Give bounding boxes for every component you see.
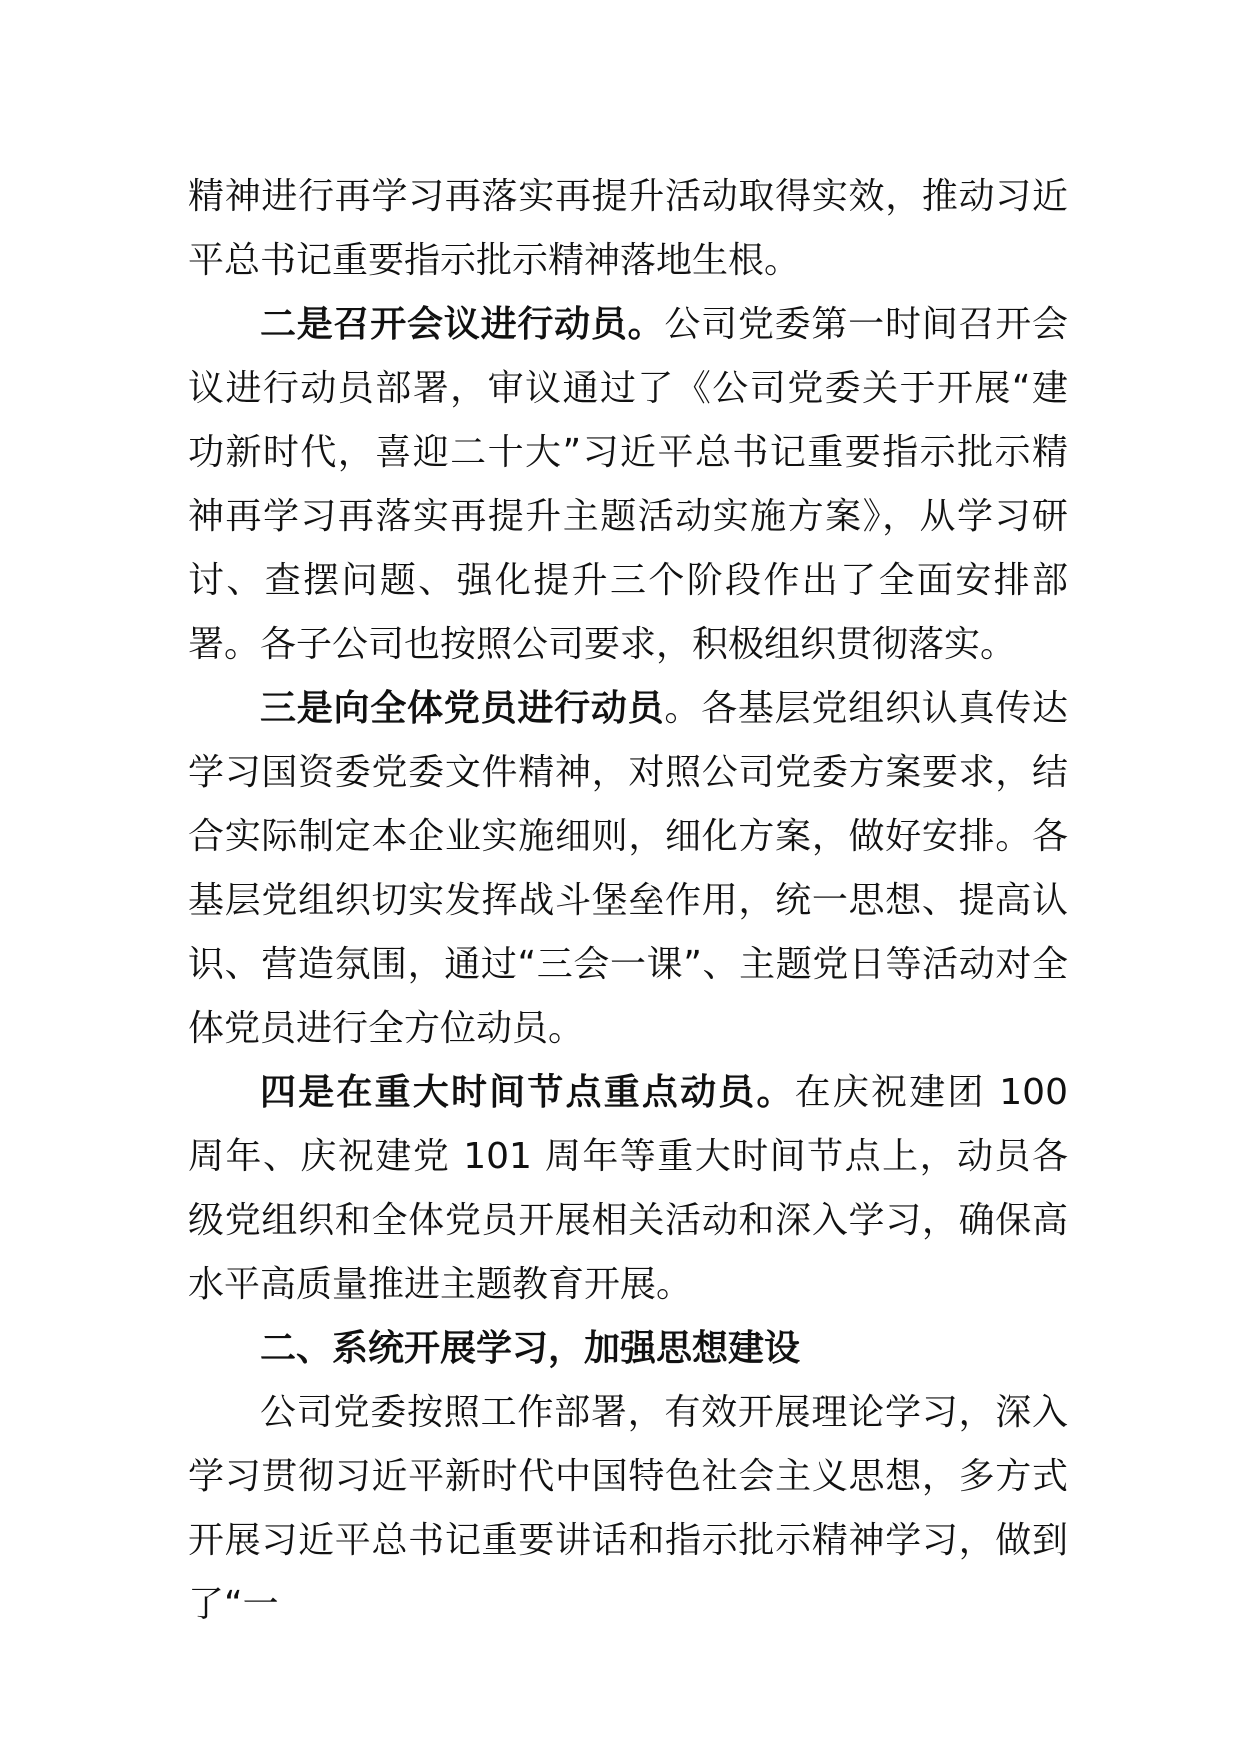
paragraph-continuation [188,165,1068,293]
paragraph-text: 公司党委第一时间召开会议进行动员部署，审议通过了《公司党委关于开展“建功新时代，喜迎二十大”习近平总书记重要指示批示精神再学习再落实再提升主题活动实施方案》，从学习研讨、查摆问题、强化提升三个阶段作出了全面安排部署。各子公司也按照公司要求，积极组织贯彻落实。 [188,304,1068,665]
section-heading-text: 二、系统开展学习，加强思想建设 [260,1328,801,1369]
paragraph-text: 公司党委按照工作部署，有效开展理论学习，深入学习贯彻习近平新时代中国特色社会主义思想，多方式开展习近平总书记重要讲话和指示批示精神学习，做到了“一 [188,1392,1068,1625]
paragraph-key-dates [188,1061,1068,1317]
paragraph-mobilize-members [188,677,1068,1061]
paragraph-lead: 三是向全体党员进行动员 [260,688,665,729]
paragraph-text: 精神进行再学习再落实再提升活动取得实效，推动习近平总书记重要指示批示精神落地生根。 [188,176,1068,281]
paragraph-study [188,1381,1068,1637]
paragraph-lead: 二是召开会议进行动员。 [260,304,665,345]
paragraph-mobilization-meeting [188,293,1068,677]
paragraph-text: 。各基层党组织认真传达学习国资委党委文件精神，对照公司党委方案要求，结合实际制定本企业实施细则，细化方案，做好安排。各基层党组织切实发挥战斗堡垒作用，统一思想、提高认识、营造氛围，通过“三会一课”、主题党日等活动对全体党员进行全方位动员。 [188,688,1068,1049]
paragraph-lead: 四是在重大时间节点重点动员。 [260,1072,795,1113]
section-heading [188,1317,1068,1381]
document-body [188,165,1068,1637]
paragraph-text: 在庆祝建团 100 周年、庆祝建党 101 周年等重大时间节点上，动员各级党组织和全体党员开展相关活动和深入学习，确保高水平高质量推进主题教育开展。 [188,1072,1068,1305]
